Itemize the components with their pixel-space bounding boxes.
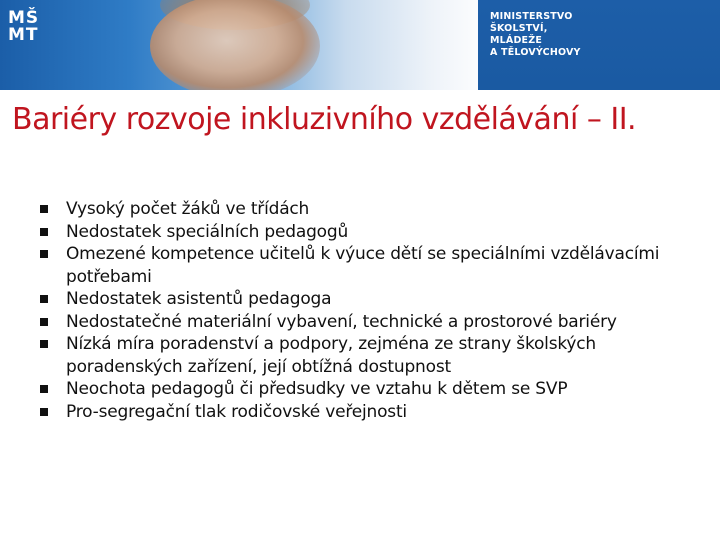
ministry-logo-box (478, 0, 720, 90)
bullet-text: Nedostatek asistentů pedagoga (66, 289, 332, 309)
square-bullet-icon (40, 340, 48, 348)
ministry-name (490, 11, 581, 59)
bullet-item (40, 401, 710, 424)
square-bullet-icon (40, 228, 48, 236)
header-banner (0, 0, 720, 90)
bullet-item (40, 198, 710, 221)
square-bullet-icon (40, 250, 48, 258)
bullet-text: Neochota pedagogů či předsudky ve vztahu k dětem se SVP (66, 379, 568, 399)
square-bullet-icon (40, 205, 48, 213)
bullet-item (40, 221, 710, 244)
square-bullet-icon (40, 318, 48, 326)
header-photo (150, 0, 320, 90)
bullet-text: Vysoký počet žáků ve třídách (66, 199, 310, 219)
bullet-text: Nízká míra poradenství a podpory, zejména ze strany školských poradenských zařízení, její obtížná dostupnost (66, 334, 596, 377)
msmt-logo (8, 10, 62, 48)
bullet-text: Nedostatečné materiální vybavení, technické a prostorové bariéry (66, 311, 617, 332)
bullet-item (40, 333, 710, 378)
ministry-line-1: MINISTERSTVO (490, 11, 573, 22)
bullet-text: Nedostatek speciálních pedagogů (66, 221, 349, 242)
ministry-line-4: A TĚLOVÝCHOVY (490, 47, 581, 58)
ministry-line-3: MLÁDEŽE (490, 35, 543, 46)
bullet-item (40, 311, 710, 334)
bullet-item (40, 378, 710, 401)
slide-title: Bariéry rozvoje inkluzivního vzdělávání – II. (12, 102, 637, 137)
square-bullet-icon (40, 295, 48, 303)
square-bullet-icon (40, 385, 48, 393)
bullet-text: Pro-segregační tlak rodičovské veřejnosti (66, 401, 407, 422)
square-bullet-icon (40, 408, 48, 416)
bullet-item (40, 288, 710, 311)
bullet-item (40, 243, 710, 288)
logo-line-2: MT (8, 25, 39, 45)
logo-line-1: MŠ (8, 8, 40, 28)
bullet-list (40, 198, 710, 423)
bullet-text: Omezené kompetence učitelů k výuce dětí se speciálními vzdělávacími potřebami (66, 244, 660, 287)
ministry-line-2: ŠKOLSTVÍ, (490, 23, 548, 34)
